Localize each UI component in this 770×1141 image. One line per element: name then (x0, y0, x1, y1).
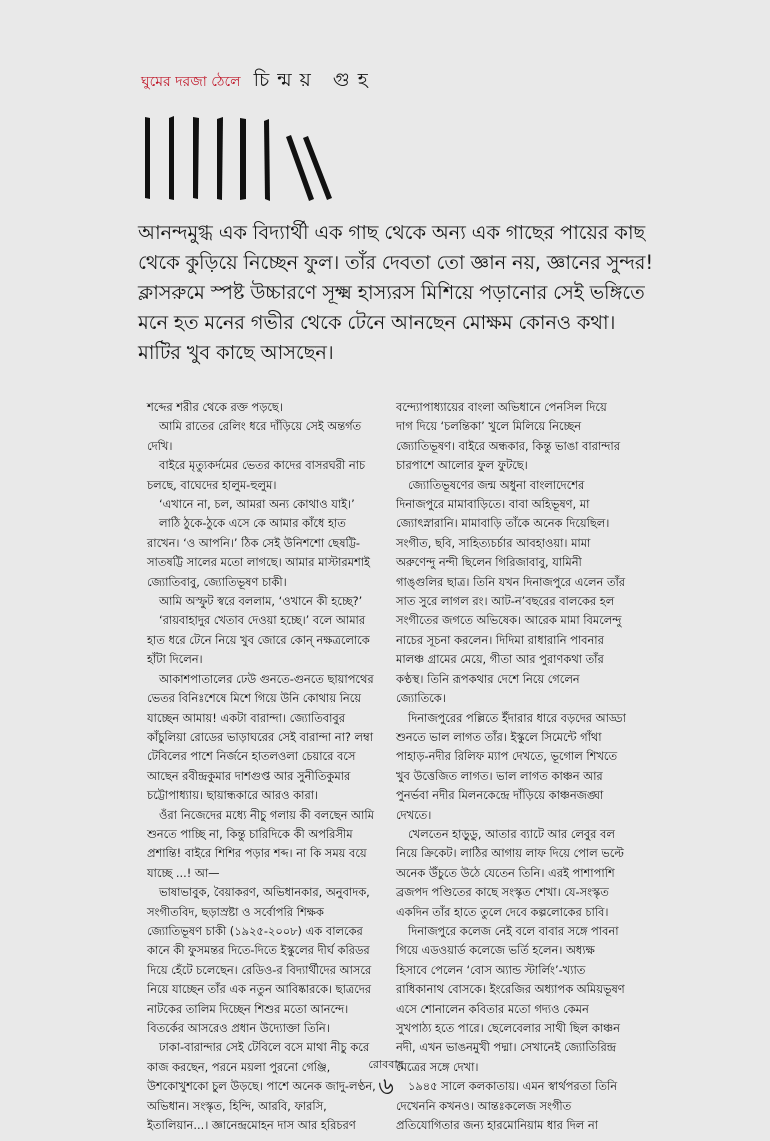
body-paragraph: দিনাজপুরের পল্লিতে ইঁদারার ধারে বড়দের আড্ডা শুনতে ভাল লাগত তাঁর। ইস্কুলে সিমেন্টে গাঁথা পাহাড়-নদীর রিলিফ ম্যাপ দেখতে, ভূগোল শিখতে খুব উত্তেজিত লাগত। ভাল লাগত কাঞ্চন আর পুনর্ভবা নদীর মিলনকেন্দ্রে দাঁড়িয়ে কাঞ্চনজঙ্ঘা দেখতে। (396, 710, 626, 822)
body-paragraph: দিনাজপুরে কলেজ নেই বলে বাবার সঙ্গে পাবনা গিয়ে এডওয়ার্ড কলেজে ভর্তি হলেন। অধ্যক্ষ হিসাবে পেলেন ‘বোস অ্যান্ড স্টার্লিং’-খ্যাত রাধিকানাথ বোসকে। ইংরেজির অধ্যাপক অমিয়ভূষণ এসে শোনালেন কবিতার মতো গদ্যও কেমন সুখপাঠ্য হতে পারে। ছেলেবেলার সাথী ছিল কাঞ্চন নদী, এখন ভাঙনমুখী পদ্মা। সেখানেই জ্যোতিরিন্দ্র মৈত্রের সঙ্গে দেখা। (396, 923, 625, 1074)
body-paragraph: বন্দ্যোপাধ্যায়ের বাংলা অভিধানে পেনসিল দিয়ে দাগ দিয়ে ‘চলন্তিকা’ খুলে মিলিয়ে নিচ্ছেন জ্যোতিভূষণ। বাইরে অন্ধকার, কিন্তু ভাঙা বারান্দার চারপাশে আলোর ফুল ফুটছে। (396, 400, 620, 473)
right-column (396, 398, 626, 1135)
body-paragraph: জ্যোতিভূষণের জন্ম অধুনা বাংলাদেশের দিনাজপুরে মামাবাড়িতে। বাবা অহিভূষণ, মা জ্যোৎস্নারানি। মামাবাড়ি তাঁকে অনেক দিয়েছিল। সংগীত, ছবি, সাহিত্যচর্চার আবহাওয়া। মামা অরুণেন্দু নন্দী ছিলেন গিরিজাবাবু, যামিনী গাঙ্গুলির ছাত্র। তিনি যখন দিনাজপুরে এলেন তাঁর সাত সুরে লাগল রং। আট-ন’বছরের বালকের হল সংগীতের জগতে অভিষেক। আরেক মামা বিমলেন্দু নাচের সূচনা করলেন। দিদিমা রাধারানি পাবনার মালঞ্চ গ্রামের মেয়ে, গীতা আর পুরাণকথা তাঁর কণ্ঠস্থ। তিনি রূপকথার দেশে নিয়ে গেলেন জ্যোতিকে। (396, 477, 626, 706)
body-paragraph: ভাষাভাবুক, বৈয়াকরণ, অভিধানকার, অনুবাদক, সংগীতবিদ, ছড়াস্রষ্টা ও সর্বোপরি শিক্ষক জ্যোতিভূষণ চাকী (১৯২৫-২০০৮) এক বালকের কানে কী ফুসমন্তর দিতে-দিতে ইস্কুলের দীর্ঘ করিডর দিয়ে হেঁটে চলেছেন। রেডিও-র বিদ্যার্থীদের আসরে নিয়ে যাচ্ছেন তাঁর এক নতুন আবিষ্কারকে। ছাত্রদের নাটকের তালিম দিচ্ছেন শিশুর মতো আনন্দে। বিতর্কের আসরেও প্রধান উদ্যোক্তা তিনি। (147, 885, 372, 1035)
body-paragraph: আকাশপাতালের ঢেউ গুনতে-গুনতে ছায়াপথের ভেতর বিনিঃশেষে মিশে গিয়ে উনি কোথায় নিয়ে যাচ্ছেন আমায়! একটা বারান্দা। জ্যোতিবাবুর কাঁচুলিয়া রোডের ভাড়াঘরের সেই বারান্দা না? লম্বা টেবিলের পাশে নির্জনে হাতলওলা চেয়ারে বসে আছেন রবীন্দ্রকুমার দাশগুপ্ত আর সুনীতিকুমার চট্টোপাধ্যায়। ছায়ান্ধকারে আরও কারা। (147, 671, 374, 803)
tally-stroke (217, 117, 223, 200)
lede-paragraph (138, 218, 658, 368)
tally-stroke (193, 117, 199, 199)
tally-stroke (145, 117, 150, 199)
article-header (141, 66, 376, 98)
body-paragraph: ‘রায়বাহাদুর খেতাব দেওয়া হচ্ছে।’ বলে আমার হাত ধরে টেনে নিয়ে খুব জোরে কোন্‌ নক্ষত্রলোকে হাঁটা দিলেন। (147, 613, 370, 667)
magazine-name: রোববার (368, 1058, 404, 1071)
body-paragraph: আমি অস্ফুট স্বরে বললাম, ‘ওখানে কী হচ্ছে?’ (159, 594, 363, 609)
tally-stroke (264, 119, 270, 201)
body-paragraph: ওঁরা নিজেদের মধ্যে নীচু গলায় কী বলছেন আমি শুনতে পাচ্ছি না, কিন্তু চারিদিকে কী অপরিসীম প্রশান্তি! বাইরে শিশির পড়ার শব্দ। না কি সময় বয়ে যাচ্ছে ...! আ— (147, 807, 374, 880)
body-paragraph: খেলতেন হাড়ুডু, আতার ব্যাটে আর লেবুর বল নিয়ে ক্রিকেট। লাঠির আগায় লাফ দিয়ে পোল ভল্টে অনেক উঁচুতে উঠে যেতেন তিনি। এরই পাশাপাশি ব্রজপদ পণ্ডিতের কাছে সংস্কৃত শেখা। যে-সংস্কৃত একদিন তাঁর হাতে তুলে দেবে কল্পলোকের চাবি। (396, 826, 624, 919)
page-number: ৬ (378, 1072, 394, 1100)
body-paragraph: বাইরে মৃত্যুকর্দমের ভেতর কাদের বাসরঘরী নাচ চলছে, বাঘেদের হালুম-হুলুম। (147, 458, 366, 492)
body-paragraph: ‘এখানে না, চল, আমরা অন্য কোথাও যাই।’ (159, 497, 355, 512)
body-paragraph: ঢাকা-বারান্দার সেই টেবিলে বসে মাথা নীচু করে কাজ করছেন, পরনে ময়লা পুরনো গেঞ্জি, উশকোখুশকো চুল উড়ছে। পাশে অনেক জাদু-লণ্ঠন, অভিধান। সংস্কৃত, হিন্দি, আরবি, ফারসি, ইতালিয়ান...। জ্ঞানেন্দ্রমোহন দাস আর হরিচরণ (147, 1040, 376, 1133)
left-column (147, 398, 377, 1135)
page-folio (366, 1056, 406, 1100)
lede-text: আনন্দমুগ্ধ এক বিদ্যার্থী এক গাছ থেকে অন্য এক গাছের পায়ের কাছ থেকে কুড়িয়ে নিচ্ছেন ফুল। তাঁর দেবতা তো জ্ঞান নয়, জ্ঞানের সুন্দর! ক্লাসরুমে স্পষ্ট উচ্চারণে সূক্ষ্ম হাস্যরস মিশিয়ে পড়ানোর সেই ভঙ্গিতে মনে হত মনের গভীর থেকে টেনে আনছেন মোক্ষম কোনও কথা। মাটির খুব কাছে আসছেন। (138, 221, 653, 364)
tally-marks-icon (138, 113, 338, 203)
author-name: চিন্ময় গুহ (253, 69, 376, 91)
body-paragraph: লাঠি ঠুকে-ঠুকে এসে কে আমার কাঁধে হাত রাখেন। ‘ও আপনি।’ ঠিক সেই উনিশশো ছেষট্টি-সাতষট্টি সালের মতো লাগছে। আমার মাস্টারমশাই জ্যোতিবাবু, জ্যোতিভূষণ চাকী। (147, 516, 370, 589)
body-paragraph: আমি রাতের রেলিং ধরে দাঁড়িয়ে সেই অন্তর্গত দেখি। (147, 419, 362, 453)
tally-stroke (169, 116, 174, 200)
body-paragraph: শব্দের শরীর থেকে রক্ত পড়ছে। (147, 400, 283, 414)
body-paragraph: ১৯৪৫ সালে কলকাতায়। এমন স্বার্থপরতা তিনি দেখেননি কখনও। আন্তঃকলেজ সংগীত প্রতিযোগিতার জন্য হারমোনিয়াম ধার দিল না (396, 1079, 618, 1133)
tally-stroke (240, 118, 246, 200)
article-kicker: ঘুমের দরজা ঠেলে (141, 74, 241, 90)
